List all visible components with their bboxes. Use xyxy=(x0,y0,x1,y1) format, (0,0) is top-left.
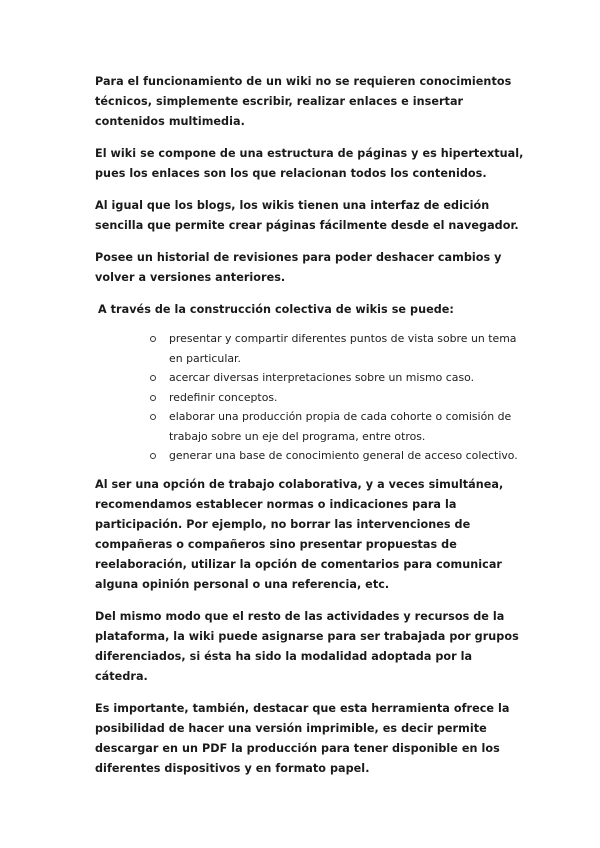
list-item xyxy=(150,329,527,368)
list-item-text: generar una base de conocimiento general de acceso colectivo. xyxy=(169,449,518,462)
hollow-circle-bullet-icon xyxy=(150,336,156,342)
paragraph-revision-history: Posee un historial de revisiones para poder deshacer cambios y volver a versiones anteriores. xyxy=(95,251,502,284)
list-item-text: redefinir conceptos. xyxy=(169,390,278,404)
paragraph-wiki-structure: El wiki se compone de una estructura de páginas y es hipertextual, pues los enlaces son los que relacionan todos los contenidos. xyxy=(95,147,524,180)
paragraph-collaboration-norms: Al ser una opción de trabajo colaborativa, y a veces simultánea, recomendamos establecer normas o indicaciones para la participación. Por ejemplo, no borrar las intervenciones de compañeras o compañeros sino presentar propuestas de reelaboración, utilizar la opción de comentarios para comunicar alguna opinión personal o una referencia, etc. xyxy=(95,477,504,591)
paragraph-group-assignment: Del mismo modo que el resto de las actividades y recursos de la plataforma, la wiki puede asignarse para ser trabajada por grupos diferenciados, si ésta ha sido la modalidad adoptada por la cátedra. xyxy=(95,609,519,683)
list-item xyxy=(150,388,527,408)
paragraph-printable-version: Es importante, también, destacar que esta herramienta ofrece la posibilidad de hacer una versión imprimible, es decir permite descargar en un PDF la producción para tener disponible en los diferentes dispositivos y en formato papel. xyxy=(95,701,510,775)
hollow-circle-bullet-icon xyxy=(150,375,156,381)
list-item xyxy=(150,368,527,388)
list-item-text: presentar y compartir diferentes puntos de vista sobre un tema en particular. xyxy=(169,332,517,365)
list-item xyxy=(150,407,527,446)
document-body xyxy=(95,72,527,791)
hollow-circle-bullet-icon xyxy=(150,395,156,401)
hollow-circle-bullet-icon xyxy=(150,453,156,459)
hollow-circle-bullet-icon xyxy=(150,414,156,420)
list-item-text: elaborar una producción propia de cada cohorte o comisión de trabajo sobre un eje del programa, entre otros. xyxy=(169,410,512,443)
list-item xyxy=(150,446,527,466)
bullet-list xyxy=(95,329,527,466)
paragraph-wiki-requirements: Para el funcionamiento de un wiki no se requieren conocimientos técnicos, simplemente escribir, realizar enlaces e insertar contenidos multimedia. xyxy=(95,75,512,128)
list-intro: A través de la construcción colectiva de wikis se puede: xyxy=(98,303,454,316)
list-item-text: acercar diversas interpretaciones sobre un mismo caso. xyxy=(169,371,475,384)
paragraph-wiki-interface: Al igual que los blogs, los wikis tienen una interfaz de edición sencilla que permite crear páginas fácilmente desde el navegador. xyxy=(95,199,519,232)
